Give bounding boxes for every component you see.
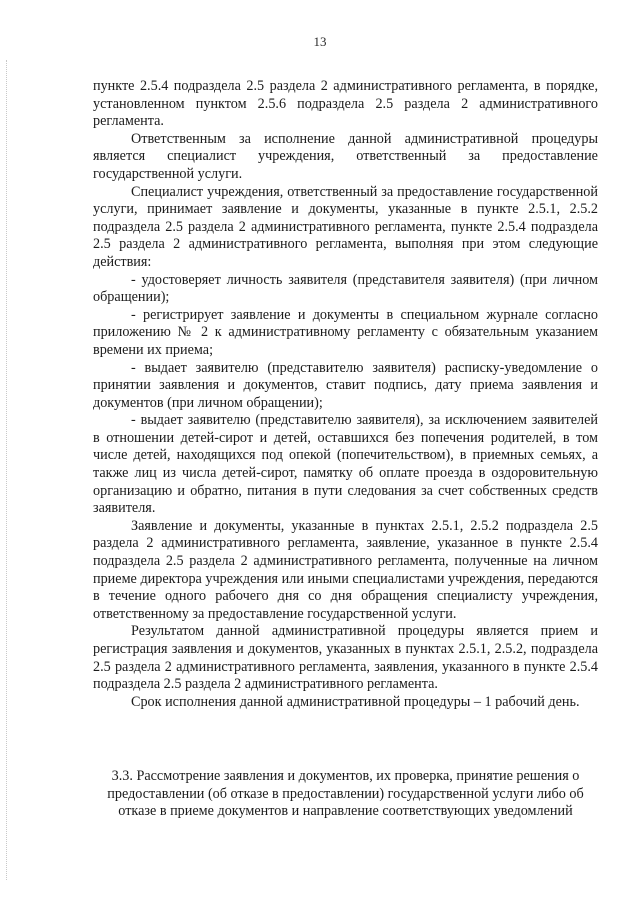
section-heading: 3.3. Рассмотрение заявления и документов, их проверка, принятие решения о предоставлении (об отказе в предоставлении) государственной услуги либо об отказе в приеме документов и направление соответствующих уведомлений: [107, 768, 584, 820]
paragraph-specialist-actions: Специалист учреждения, ответственный за предоставление государственной услуги, принимает заявление и документы, указанные в пункте 2.5.1, 2.5.2 подраздела 2.5 раздела 2 административного регламента, пункте 2.5.4 подраздела 2.5 раздела 2 административного регламента, выполняя при этом следующие действия:: [93, 183, 598, 270]
body-text: [93, 78, 598, 711]
paragraph-deadline: Срок исполнения данной административной процедуры – 1 рабочий день.: [131, 693, 580, 710]
paragraph-responsible: Ответственным за исполнение данной административной процедуры является специалист учреждения, ответственный за предоставление государственной услуги.: [93, 130, 598, 182]
paragraph-transfer: Заявление и документы, указанные в пунктах 2.5.1, 2.5.2 подраздела 2.5 раздела 2 административного регламента, заявление, указанное в пункте 2.5.4 подраздела 2.5 раздела 2 административного регламента, полученные на личном приеме директора учреждения или иными специалистами учреждения, передаются в течение одного рабочего дня со дня обращения специалисту учреждения, ответственному за предоставление государственной услуги.: [93, 517, 598, 622]
paragraph-continuation: пункте 2.5.4 подраздела 2.5 раздела 2 административного регламента, в порядке, установленном пунктом 2.5.6 подраздела 2.5 раздела 2 административного регламента.: [93, 78, 598, 130]
page-number: 13: [313, 34, 327, 49]
scan-margin-line: [6, 60, 8, 880]
paragraph-result: Результатом данной административной процедуры является прием и регистрация заявления и документов, указанных в пунктах 2.5.1, 2.5.2, подраздела 2.5 раздела 2 административного регламента, заявления, указанного в пункте 2.5.4 подраздела 2.5 раздела 2 административного регламента.: [93, 623, 598, 693]
list-item-receipt: - выдает заявителю (представителю заявителя) расписку-уведомление о принятии заявления и документов, ставит подпись, дату приема заявления и документов (при личном обращении);: [93, 359, 598, 411]
list-item-register: - регистрирует заявление и документы в специальном журнале согласно приложению № 2 к административному регламенту с обязательным указанием времени их приема;: [93, 306, 598, 358]
list-item-memo: - выдает заявителю (представителю заявителя), за исключением заявителей в отношении детей-сирот и детей, оставшихся без попечения родителей, в том числе детей, находящихся под опекой (попечительством), в приемных семьях, а также лиц из числа детей-сирот, памятку об оплате проезда в оздоровительную организацию и обратно, питания в пути следования за счет собственных средств заявителя.: [93, 412, 598, 517]
list-item-identity: - удостоверяет личность заявителя (представителя заявителя) (при личном обращении);: [93, 271, 598, 306]
